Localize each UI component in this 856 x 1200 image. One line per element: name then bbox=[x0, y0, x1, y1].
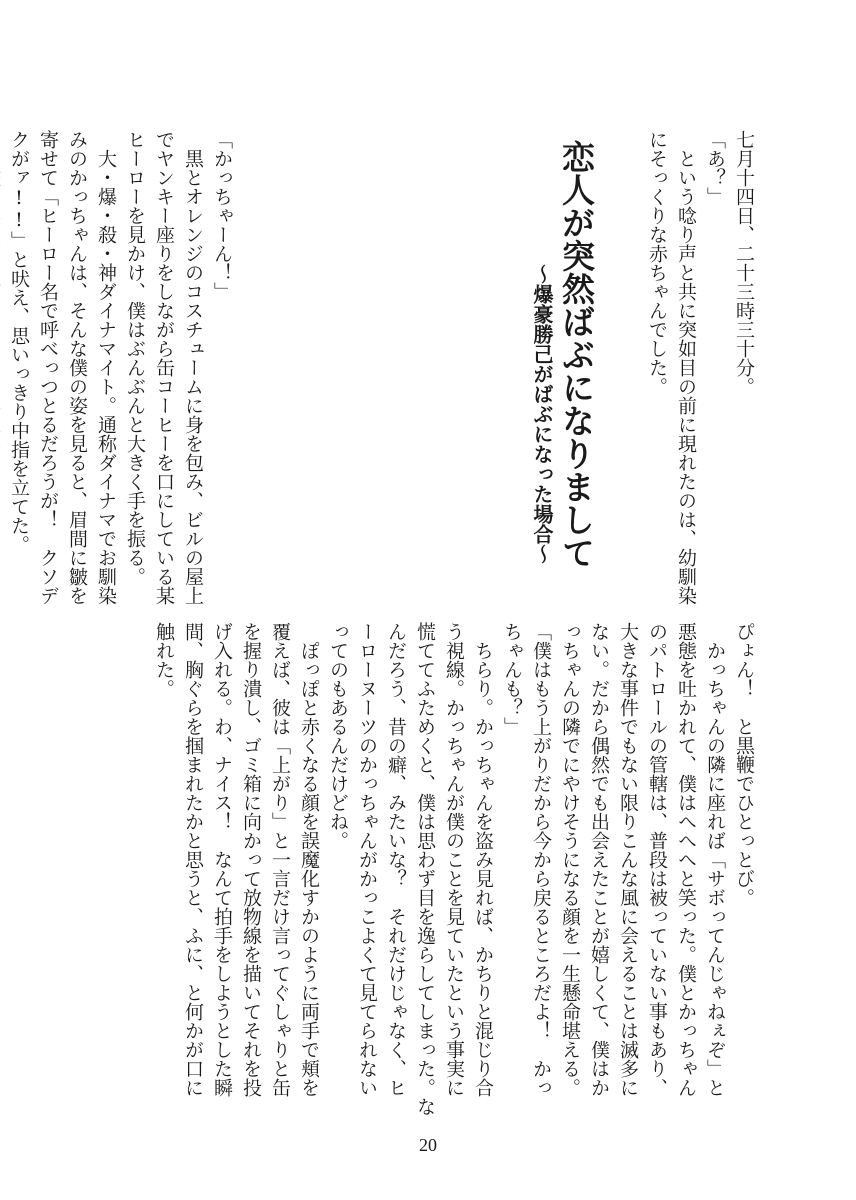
text-line: を握り潰し、ゴミ箱に向かって放物線を描いてそれを投 bbox=[240, 622, 262, 1097]
text-line: んだろう、昔の癖、みたいな？ それだけじゃなく、ヒ bbox=[385, 622, 407, 1097]
text-line: 大きな事件でもない限りこんな風に会えることは滅多に bbox=[617, 622, 639, 1097]
text-line: 覆えば、彼は「上がり」と一言だけ言ってぐしゃりと缶 bbox=[269, 622, 291, 1097]
text-line: ーローヌーツのかっちゃんがかっこよくて見てられない bbox=[356, 622, 378, 1097]
chapter-title: 恋人が突然ばぶになりまして bbox=[557, 140, 596, 569]
text-line: ってのもあるんだけどね。 bbox=[327, 622, 349, 850]
text-line: 慌ててふためくと、僕は思わず目を逸らしてしまった。な bbox=[414, 622, 436, 1116]
opening-section bbox=[642, 130, 758, 605]
text-line: ちらり。かっちゃんを盗み見れば、かちりと混じり合 bbox=[472, 622, 494, 1097]
text-line: 悪態を吐かれて、僕はへへへと笑った。僕とかっちゃん bbox=[675, 622, 697, 1097]
text-line: 大・爆・殺・神ダイナマイト。通称ダイナマでお馴染 bbox=[95, 130, 117, 605]
chapter-subtitle: ～爆豪勝己がばぶになった場合～ bbox=[530, 264, 554, 564]
text-line: ちゃんも？」 bbox=[501, 622, 523, 736]
text-line: 寄せて「ヒーロー名で呼べっつとるだろうが！ クソデ bbox=[37, 130, 59, 605]
chapter-title-block bbox=[528, 140, 596, 569]
opening-line: 七月十四日、二十三時三十分。 bbox=[733, 130, 755, 396]
text-line: ぴょん！ と黒鞭でひとっとび。 bbox=[733, 622, 755, 907]
opening-line: という唸り声と共に突如目の前に現れたのは、幼馴染 bbox=[675, 130, 697, 605]
page-number: 20 bbox=[419, 1135, 437, 1155]
bottom-section bbox=[149, 622, 758, 1116]
text-line: クがァ!!」と吠え、思いっきり中指を立てた。 bbox=[8, 130, 30, 554]
text-line: 「僕はもう上がりだから今から戻るところだよ！ かっ bbox=[530, 622, 552, 1097]
text-line: 「かっちゃーん！」 bbox=[211, 130, 233, 301]
text-line: でヤンキー座りをしながら缶コーヒーを口にしている某 bbox=[153, 130, 175, 605]
text-line: げ入れる。わ、ナイス！ なんて拍手をしようとした瞬 bbox=[211, 622, 233, 1097]
text-line: ぽっぽと赤くなる顔を誤魔化すかのように両手で頬を bbox=[298, 622, 320, 1097]
text-line: 触れた。 bbox=[153, 622, 175, 698]
text-line: のパトロールの管轄は、普段は被っていない事もあり、 bbox=[646, 622, 668, 1097]
text-line: っちゃんの隣でにやけそうになる顔を一生懸命堪える。 bbox=[559, 622, 581, 1097]
text-line: う視線。かっちゃんが僕のことを見ていたという事実に bbox=[443, 622, 465, 1097]
text-line: ヒーローを見かけ、僕はぶんぶんと大きく手を振る。 bbox=[124, 130, 146, 586]
text-line: みのかっちゃんは、そんな僕の姿を見ると、眉間に皺を bbox=[66, 130, 88, 605]
left-column-section bbox=[0, 130, 236, 605]
opening-line: にそっくりな赤ちゃんでした。 bbox=[646, 130, 668, 396]
text-line: かっちゃんの隣に座れば「サボってんじゃねぇぞ」と bbox=[704, 622, 726, 1097]
text-line: ない。だから偶然でも出会えたことが嬉しくて、僕はか bbox=[588, 622, 610, 1097]
text-line: 黒とオレンジのコスチュームに身を包み、ビルの屋上 bbox=[182, 130, 204, 605]
opening-line: 「あ？」 bbox=[704, 130, 726, 206]
text-line: 間、胸ぐらを掴まれたかと思うと、ふに、と何かが口に bbox=[182, 622, 204, 1097]
